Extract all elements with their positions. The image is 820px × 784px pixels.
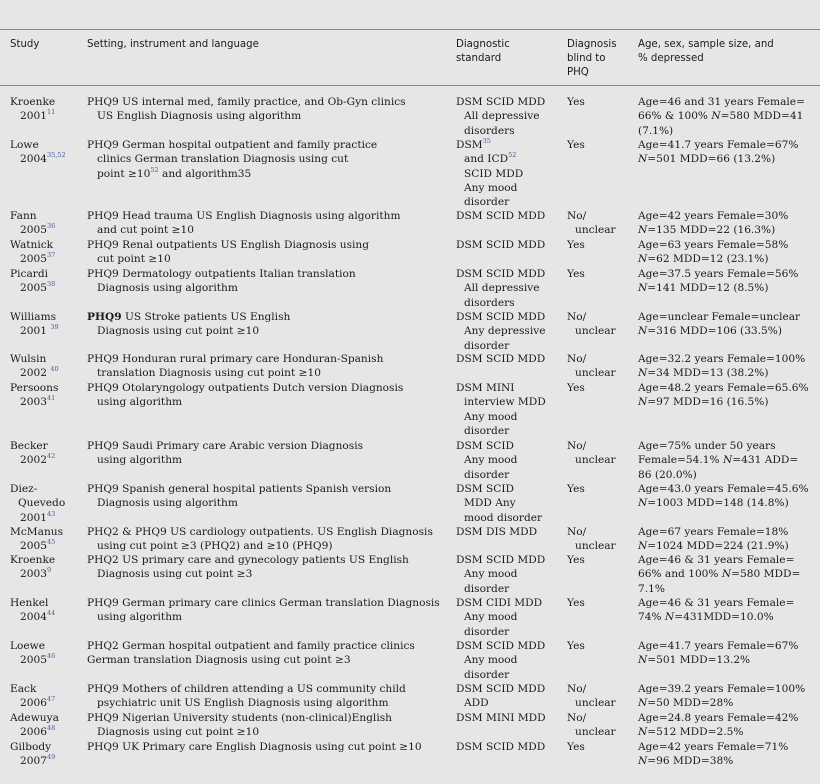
setting-cell: PHQ9 Nigerian University students (non-clinical)English Diagnosis using cut point ≥10	[87, 712, 392, 739]
blind-cell: Yes	[567, 640, 585, 652]
blind-cell: No/ unclear	[567, 440, 616, 467]
blind-cell: Yes	[567, 239, 585, 251]
study-cell: Henkel 2004$^{44}$	[10, 597, 56, 624]
diagnostic-cell: DSM SCID MDD All depressive disorders	[456, 268, 546, 309]
citation-ref: 9	[46, 566, 52, 575]
age-cell: Age=unclear Female=unclear N=316 MDD=106 (33.5%)	[638, 311, 801, 338]
setting-cell: PHQ9 UK Primary care English Diagnosis using cut point ≥10	[87, 741, 422, 753]
study-cell: Kroenke 2003$^9$	[10, 554, 56, 581]
diagnostic-cell: DSM SCID MDD ADD	[456, 683, 546, 710]
diagnostic-cell: DSM SCID MDD Any mood disorder	[456, 554, 546, 595]
age-cell: Age=43.0 years Female=45.6% N=1003 MDD=148 (14.8%)	[638, 483, 809, 510]
citation-ref: 44	[46, 609, 56, 618]
header-blind: Diagnosis blind to PHQ	[567, 39, 617, 78]
setting-cell: PHQ9 Honduran rural primary care Honduran-Spanish translation Diagnosis using cut point ≥10	[87, 353, 384, 380]
citation-ref: 11	[46, 108, 56, 117]
diagnostic-cell: DSM SCID MDD Any depressive disorder	[456, 311, 546, 352]
age-cell: Age=46 & 31 years Female= 66% and 100% N=580 MDD= 7.1%	[638, 554, 801, 595]
diagnostic-cell: DSM SCID MDD	[456, 741, 546, 753]
setting-cell: PHQ9 German hospital outpatient and family practice clinics German translation Diagnosis using cut point $\ge 10^{52}$ and algorithm35	[87, 139, 378, 180]
age-cell: Age=46 & 31 years Female= 74% N=431MDD=10.0%	[638, 597, 795, 624]
citation-ref: 35	[482, 137, 491, 145]
blind-cell: No/ unclear	[567, 683, 616, 710]
header-diagnostic-standard: Diagnostic standard	[456, 39, 510, 64]
blind-cell: Yes	[567, 382, 585, 394]
citation-ref: 52	[508, 151, 517, 160]
blind-cell: No/ unclear	[567, 712, 616, 739]
age-cell: Age=42 years Female=71% N=96 MDD=38%	[638, 741, 789, 768]
blind-cell: Yes	[567, 741, 585, 753]
study-cell: Persoons 2003$^{41}$	[10, 382, 59, 409]
age-cell: Age=48.2 years Female=65.6% N=97 MDD=16 (16.5%)	[638, 382, 809, 409]
study-cell: Watnick 2005$^{37}$	[10, 239, 56, 266]
study-cell: Williams 2001 $^{39}$	[10, 311, 59, 338]
setting-cell: PHQ2 German hospital outpatient and family practice clinics German translation Diagnosis using cut point ≥3	[87, 640, 415, 667]
blind-cell: No/ unclear	[567, 353, 616, 380]
setting-cell: PHQ9 Saudi Primary care Arabic version Diagnosis using algorithm	[87, 440, 364, 467]
diagnostic-cell: DSM MINI interview MDD Any mood disorder	[456, 382, 546, 437]
setting-cell: PHQ9 Otolaryngology outpatients Dutch version Diagnosis using algorithm	[87, 382, 404, 409]
citation-ref: 37	[46, 251, 56, 260]
diagnostic-cell: DSM SCID MDD	[456, 239, 546, 251]
setting-cell: PHQ9 Dermatology outpatients Italian translation Diagnosis using algorithm	[87, 268, 356, 295]
citation-ref: 45	[46, 538, 56, 547]
diagnostic-cell: DSM MINI MDD	[456, 712, 546, 724]
age-cell: Age=63 years Female=58% N=62 MDD=12 (23.1%)	[638, 239, 789, 266]
age-cell: Age=37.5 years Female=56% N=141 MDD=12 (8.5%)	[638, 268, 799, 295]
setting-cell: PHQ2 & PHQ9 US cardiology outpatients. US English Diagnosis using cut point ≥3 (PHQ2) and ≥10 (PHQ9)	[87, 526, 433, 553]
setting-cell: PHQ9 Mothers of children attending a US community child psychiatric unit US English Diagnosis using algorithm	[87, 683, 406, 710]
blind-cell: Yes	[567, 268, 585, 280]
age-cell: Age=67 years Female=18% N=1024 MDD=224 (21.9%)	[638, 526, 789, 553]
age-cell: Age=32.2 years Female=100% N=34 MDD=13 (38.2%)	[638, 353, 806, 380]
study-cell: Gilbody 2007$^{49}$	[10, 741, 56, 768]
study-cell: Diez- Quevedo 2001$^{43}$	[10, 483, 66, 524]
study-cell: McManus 2005$^{45}$	[10, 526, 64, 553]
diagnostic-cell: DSM CIDI MDD Any mood disorder	[456, 597, 543, 638]
citation-ref: 46	[46, 652, 56, 661]
diagnostic-cell: DSM SCID MDD Any mood disorder	[456, 640, 546, 681]
blind-cell: Yes	[567, 597, 585, 609]
citation-ref: 38	[46, 280, 56, 289]
age-cell: Age=41.7 years Female=67% N=501 MDD=13.2%	[638, 640, 799, 667]
blind-cell: Yes	[567, 554, 585, 566]
header-study: Study	[10, 39, 40, 50]
citation-ref: 43	[46, 509, 56, 518]
study-cell: Fann 2005$^{36}$	[10, 210, 56, 237]
study-cell: Kroenke 2001$^{11}$	[10, 96, 56, 123]
citation-ref: 42	[46, 452, 56, 461]
citation-ref: 47	[46, 695, 56, 704]
age-cell: Age=46 and 31 years Female= 66% & 100% N=580 MDD=41 (7.1%)	[638, 96, 805, 137]
study-cell: Lowe 2004$^{35,52}$	[10, 139, 66, 166]
setting-cell: PHQ9 Renal outpatients US English Diagnosis using cut point ≥10	[87, 239, 370, 266]
blind-cell: No/ unclear	[567, 210, 616, 237]
diagnostic-cell: DSM SCID MDD	[456, 353, 546, 365]
citation-ref: 40	[50, 365, 59, 374]
study-cell: Loewe 2005$^{46}$	[10, 640, 56, 667]
citation-ref: 52	[150, 165, 159, 174]
citation-ref: 35,52	[46, 151, 66, 160]
header-top-rule	[0, 29, 820, 30]
header-bottom-rule	[0, 85, 820, 86]
diagnostic-cell: DSM SCID Any mood disorder	[456, 440, 518, 481]
blind-cell: No/ unclear	[567, 526, 616, 553]
study-cell: Picardi 2005$^{38}$	[10, 268, 56, 295]
diagnostic-cell: DSM SCID MDD Any mood disorder	[456, 483, 543, 524]
age-cell: Age=75% under 50 years Female=54.1% N=431 ADD= 86 (20.0%)	[638, 440, 799, 481]
diagnostic-cell: DSM SCID MDD All depressive disorders	[456, 96, 546, 137]
age-cell: Age=41.7 years Female=67% N=501 MDD=66 (13.2%)	[638, 139, 799, 166]
age-cell: Age=39.2 years Female=100% N=50 MDD=28%	[638, 683, 806, 710]
setting-cell: PHQ9 US internal med, family practice, and Ob-Gyn clinics US English Diagnosis using algorithm	[87, 96, 406, 123]
age-cell: Age=42 years Female=30% N=135 MDD=22 (16.3%)	[638, 210, 789, 237]
citation-ref: 48	[46, 724, 56, 733]
study-cell: Becker 2002$^{42}$	[10, 440, 56, 467]
citation-ref: 49	[46, 753, 56, 762]
citation-ref: 41	[46, 394, 56, 403]
citation-ref: 39	[50, 323, 59, 332]
citation-ref: 36	[46, 222, 56, 231]
age-cell: Age=24.8 years Female=42% N=512 MDD=2.5%	[638, 712, 799, 739]
setting-cell: PHQ9 Head trauma US English Diagnosis using algorithm and cut point ≥10	[87, 210, 401, 237]
diagnostic-cell: DSM DIS MDD	[456, 526, 538, 538]
blind-cell: Yes	[567, 483, 585, 495]
study-cell: Eack 2006$^{47}$	[10, 683, 56, 710]
blind-cell: Yes	[567, 96, 585, 108]
setting-cell: PHQ9 Spanish general hospital patients Spanish version Diagnosis using algorithm	[87, 483, 392, 510]
blind-cell: No/ unclear	[567, 311, 616, 338]
setting-cell: PHQ9 German primary care clinics German translation Diagnosis using algorithm	[87, 597, 440, 624]
diagnostic-cell: DSM SCID MDD	[456, 210, 546, 222]
study-cell: Wulsin 2002 $^{40}$	[10, 353, 59, 380]
blind-cell: Yes	[567, 139, 585, 151]
setting-cell: PHQ2 US primary care and gynecology patients US English Diagnosis using cut point ≥3	[87, 554, 409, 581]
header-setting: Setting, instrument and language	[87, 39, 259, 50]
header-age-sex: Age, sex, sample size, and % depressed	[638, 39, 774, 64]
diagnostic-cell: DSM$^{35}$ and ICD$^{52}$ SCID MDD Any mood disorder	[456, 137, 524, 209]
study-cell: Adewuya 2006$^{48}$	[10, 712, 59, 739]
setting-cell: PHQ9 US Stroke patients US English Diagnosis using cut point ≥10	[87, 311, 291, 338]
